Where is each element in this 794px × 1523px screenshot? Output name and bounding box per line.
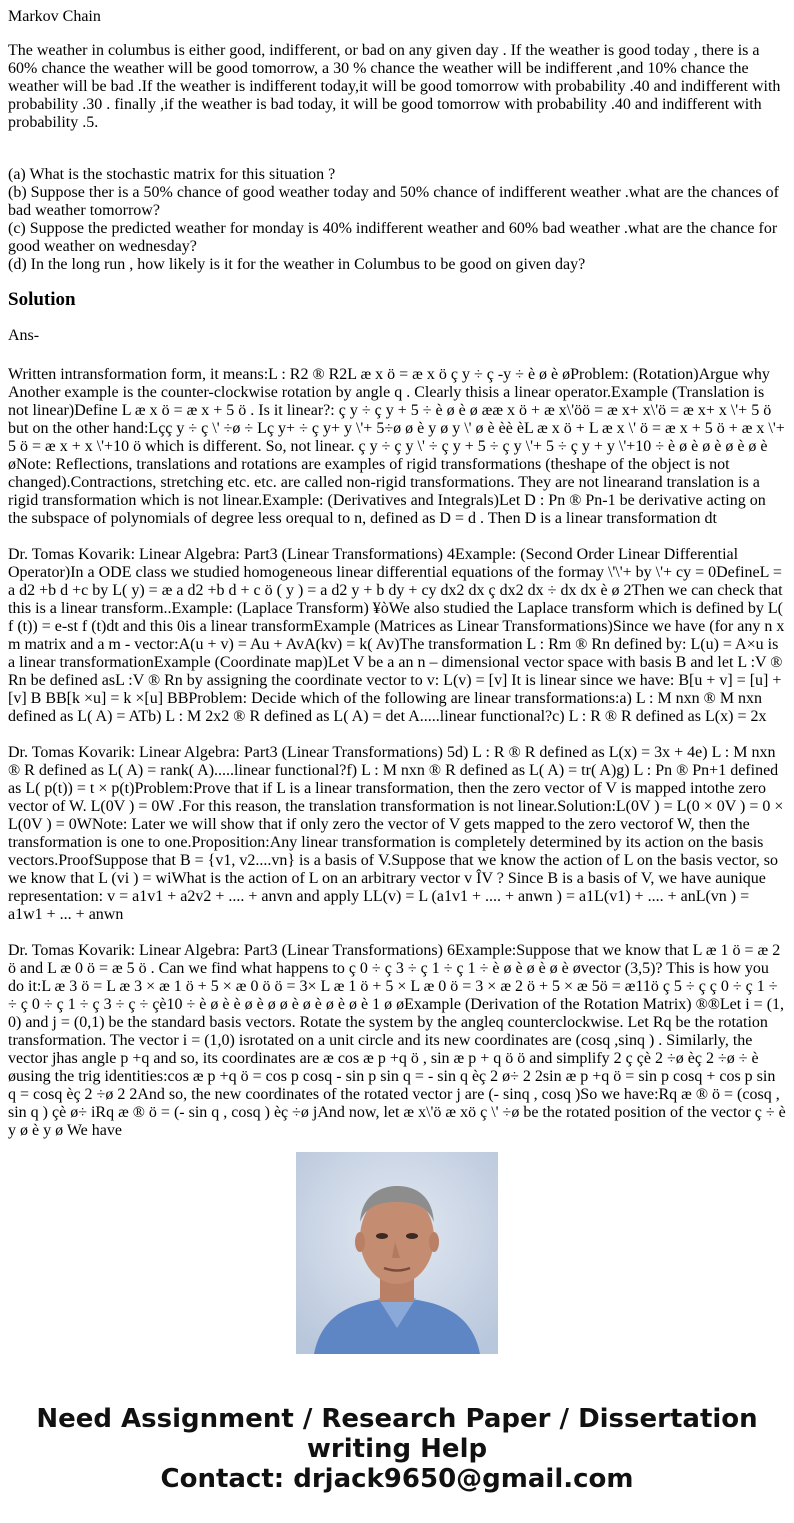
tutor-photo-icon — [296, 1152, 498, 1354]
blank-line — [8, 148, 786, 166]
problem-statement: The weather in columbus is either good, indifferent, or bad on any given day . If the weather is good today , there is a 60% chance the weather will be good tomorrow, a 30 % chance the weather will be indifferent ,and 10% chance the weather will be bad .If the weather is indifferent today,it will be good tomorrow with probability .40 and indifferent with probability .30 . finally ,if the weather is bad today, it will be good tomorrow with probability .40 and indifferent with probability .5. — [8, 42, 781, 131]
solution-heading: Solution — [8, 289, 76, 310]
document-title: Markov Chain — [8, 8, 101, 25]
promo-banner — [0, 1404, 794, 1494]
solution-paragraph-3: Dr. Tomas Kovarik: Linear Algebra: Part3 (Linear Transformations) 5d) L : R ® R defined as L(x) = 3x + 4e) L : M nxn ® R defined as L( A) = rank( A).....linear functional?f) L : M nxn ® R defined as L( A) = tr( A)g) L : Pn ® Pn+1 defined as L( p(t)) = t × p(t)Problem:Prove that if L is a linear transformation, then the zero vector of V is mapped intothe zero vector of W. L(0V ) = 0W .For this reason, the translation transformation is not linear.Solution:L(0V ) = L(0 × 0V ) = 0 × L(0V ) = 0WNote: Later we will show that if only zero the vector of V gets mapped to the zero vectorof W, then the transformation is one to one.Proposition:Any linear transformation is completely determined by its action on the basis vectors.ProofSuppose that B = {v1, v2....vn} is a basis of V.Suppose that we know the action of L on the basis vector, so we know that L (vi ) = wiWhat is the action of L on an arbitrary vector v ÎV ? Since B is a basis of V, we have aunique representation: v = a1v1 + a2v2 + .... + anvn and apply LL(v) = L (a1v1 + .... + anwn ) = a1L(v1) + .... + anL(vn ) = a1w1 + ... + anwn — [8, 744, 784, 923]
question-b: (b) Suppose ther is a 50% chance of good weather today and 50% chance of indifferent weather .what are the chances of bad weather tomorrow? — [8, 184, 779, 219]
question-c: (c) Suppose the predicted weather for monday is 40% indifferent weather and 60% bad weather .what are the chance for good weather on wednesday? — [8, 220, 778, 255]
solution-paragraph-2: Dr. Tomas Kovarik: Linear Algebra: Part3 (Linear Transformations) 4Example: (Second Order Linear Differential Operator)In a ODE class we studied homogeneous linear differential equations of the formay \'\'+ by \'+ cy = 0DefineL = a d2 +b d +c by L( y) = æ a d2 +b d + c ö ( y ) = a d2 y + b dy + cy dx2 dx ç dx2 dx ÷ dx dx è ø 2Then we can check that this is a linear transform..Example: (Laplace Transform) ¥òWe also studied the Laplace transform which is defined by L( f (t)) = e-st f (t)dt and this 0is a linear transformExample (Matrices as Linear Transformations)Since we have (for any n x m matrix and a m - vector:A(u + v) = Au + AvA(kv) = k( Av)The transformation L : Rm ® Rn defined by: L(u) = A×u is a linear transformationExample (Coordinate map)Let V be a an n – dimensional vector space with basis B and let L :V ® Rn be defined asL :V ® Rn by assigning the coordinate vector to v: L(v) = [v] It is linear since we have: B[u + v] = [u] + [v] B BB[k ×u] = k ×[u] BBProblem: Decide which of the following are linear transformations:a) L : M nxn ® M nxn defined as L( A) = ATb) L : M 2x2 ® R defined as L( A) = det A.....linear functional?c) L : R ® R defined as L(x) = 2x — [8, 546, 785, 725]
question-list — [8, 148, 786, 274]
solution-paragraph-4: Dr. Tomas Kovarik: Linear Algebra: Part3 (Linear Transformations) 6Example:Suppose that we know that L æ 1 ö = æ 2 ö and L æ 0 ö = æ 5 ö . Can we find what happens to ç 0 ÷ ç 3 ÷ ç 1 ÷ ç 1 ÷ è ø è ø è ø è øvector (3,5)? This is how you do it:L æ 3 ö = L æ 3 × æ 1 ö + 5 × æ 0 ö ö = 3× L æ 1 ö + 5 × L æ 0 ö = 3 × æ 2 ö + 5 × æ 5ö = æ11ö ç 5 ÷ ç ç 0 ÷ ç 1 ÷ ÷ ç 0 ÷ ç 1 ÷ ç 3 ÷ ç ÷ çè10 ÷ è ø è è ø è ø ø è ø è ø è ø è 1 ø øExample (Derivation of the Rotation Matrix) ®®Let i = (1, 0) and j = (0,1) be the standard basis vectors. Rotate the system by the angleq counterclockwise. Let Rq be the rotation transformation. The vector i = (1,0) isrotated on a unit circle and its new coordinates are (cosq ,sinq ) . Similarly, the vector jhas angle p +q and so, its coordinates are æ cos æ p +q ö , sin æ p + q ö ö and simplify 2 ç çè 2 ÷ø èç 2 ÷ø ÷ è øusing the trig identities:cos æ p +q ö = cos p cosq - sin p sin q = - sin q èç 2 ø÷ 2 2sin æ p +q ö = sin p cosq + cos p sin q = cosq èç 2 ÷ø 2 2And so, the new coordinates of the rotated vector j are (- sinq , cosq )So we have:Rq æ ® ö = (cosq , sin q ) çè ø÷ iRq æ ® ö = (- sin q , cosq ) èç ÷ø jAnd now, let æ x\'ö æ xö ç \' ÷ø be the rotated position of the vector ç ÷ è y ø è y ø We have — [8, 942, 786, 1139]
answer-label: Ans- — [8, 327, 40, 344]
solution-paragraph-1: Written intransformation form, it means:L : R2 ® R2L æ x ö = æ x ö ç y ÷ ç -y ÷ è ø è øProblem: (Rotation)Argue why Another example is the counter-clockwise rotation by angle q . Clearly thisis a linear operator.Example (Translation is not linear)Define L æ x ö = æ x + 5 ö . Is it linear?: ç y ÷ ç y + 5 ÷ è ø è ø ææ x ö + æ x\'öö = æ x+ x\'ö = æ x+ x \'+ 5 ö but on the other hand:Lçç y ÷ ç \' ÷ø ÷ Lç y+ ÷ ç y+ y \'+ 5÷ø ø è y ø y \' ø è èè èL æ x ö + L æ x \' ö = æ x + 5 ö + æ x \'+ 5 ö = æ x + x \'+10 ö which is different. So, not linear. ç y ÷ ç y \' ÷ ç y + 5 ÷ ç y \'+ 5 ÷ ç y + y \'+10 ÷ è ø è ø è ø è ø è øNote: Reflections, translations and rotations are examples of rigid transformations (theshape of the object is not changed).Contractions, stretching etc. etc. are called non-rigid transformations. They are not linearand translation is a rigid transformation which is not linear.Example: (Derivatives and Integrals)Let D : Pn ® Pn-1 be derivative acting on the subspace of polynomials of degree less orequal to n, defined as D = d . Then D is a linear transformation dt — [8, 366, 785, 527]
tutor-avatar — [296, 1152, 498, 1354]
solution-text — [8, 366, 786, 1139]
banner-line-1: Need Assignment / Research Paper / Dissertation — [36, 1404, 758, 1434]
banner-line-2: writing Help — [306, 1434, 488, 1464]
question-d: (d) In the long run , how likely is it for the weather in Columbus to be good on given day? — [8, 256, 586, 273]
question-a: (a) What is the stochastic matrix for this situation ? — [8, 166, 336, 183]
document-body — [8, 0, 786, 345]
banner-contact: Contact: drjack9650@gmail.com — [160, 1464, 634, 1494]
